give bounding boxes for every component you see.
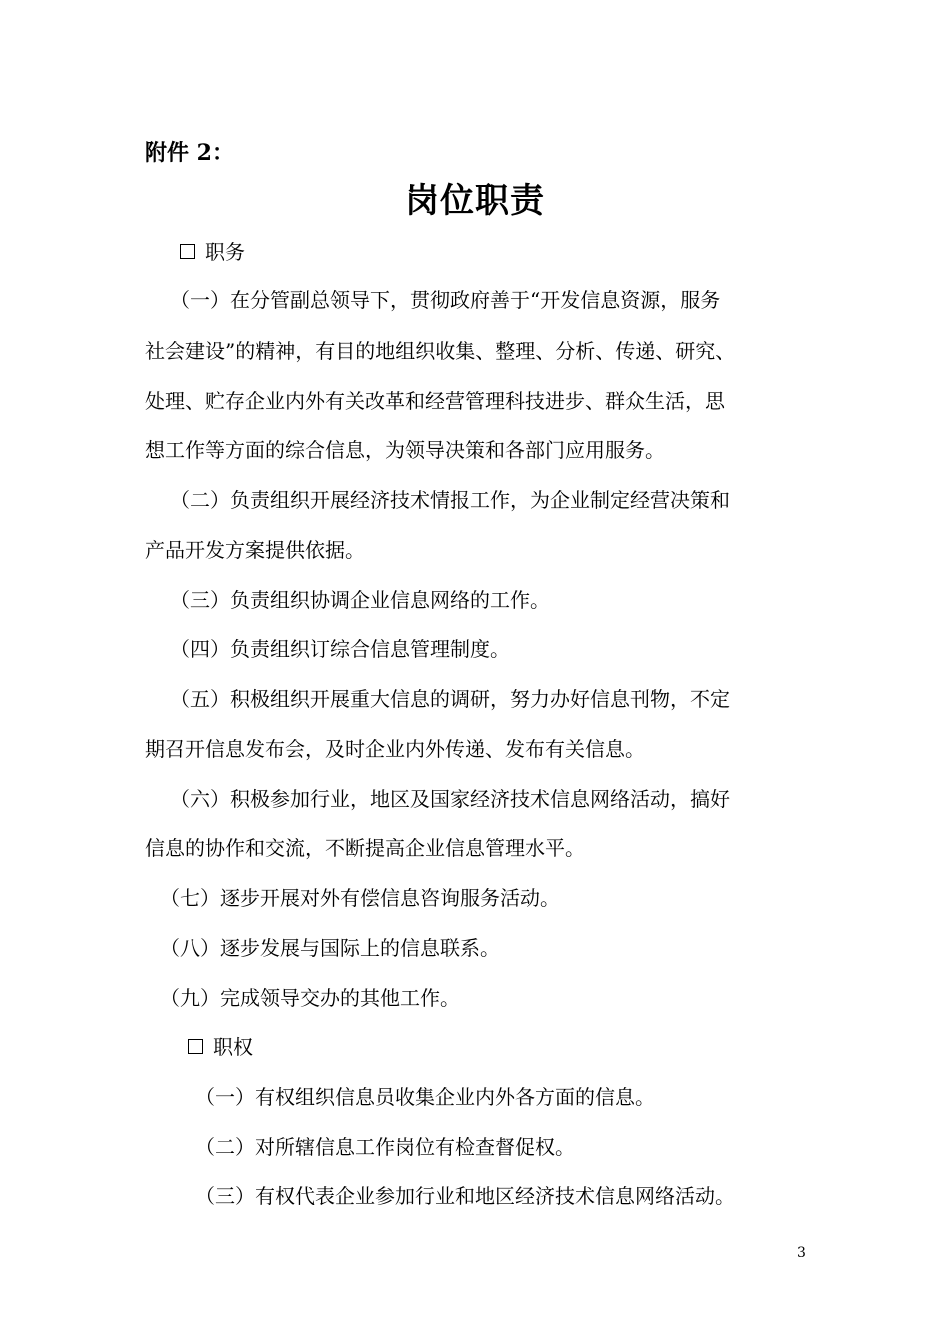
duty-8-line-1: （八）逐步发展与国际上的信息联系。 [160, 936, 500, 960]
power-2-line-1: （二）对所辖信息工作岗位有检查督促权。 [195, 1135, 575, 1159]
duty-7-line-1: （七）逐步开展对外有偿信息咨询服务活动。 [160, 886, 560, 910]
duty-2-line-2: 产品开发方案提供依据。 [145, 538, 365, 562]
attachment-label: 附件 2： [145, 140, 234, 166]
duties-heading [180, 237, 245, 267]
powers-heading-label: 职权 [213, 1035, 253, 1059]
page-title: 岗位职责 [405, 181, 545, 221]
duty-4-line-1: （四）负责组织订综合信息管理制度。 [170, 637, 510, 661]
duty-1-line-1: （一）在分管副总领导下，贯彻政府善于“开发信息资源，服务 [170, 288, 721, 312]
power-3-line-1: （三）有权代表企业参加行业和地区经济技术信息网络活动。 [195, 1184, 735, 1208]
duty-3-line-1: （三）负责组织协调企业信息网络的工作。 [170, 588, 550, 612]
duty-1-line-3: 处理、贮存企业内外有关改革和经营管理科技进步、群众生活，思 [145, 389, 725, 413]
duty-5-line-2: 期召开信息发布会，及时企业内外传递、发布有关信息。 [145, 737, 645, 761]
checkbox-square-icon [180, 244, 195, 259]
duty-6-line-2: 信息的协作和交流，不断提高企业信息管理水平。 [145, 836, 585, 860]
duty-2-line-1: （二）负责组织开展经济技术情报工作，为企业制定经营决策和 [170, 488, 730, 512]
duty-1-line-2: 社会建设”的精神，有目的地组织收集、整理、分析、传递、研究、 [145, 339, 736, 363]
checkbox-square-icon [188, 1039, 203, 1054]
duties-heading-label: 职务 [205, 240, 245, 264]
page-number: 3 [797, 1245, 806, 1261]
duty-1-line-4: 想工作等方面的综合信息，为领导决策和各部门应用服务。 [145, 438, 665, 462]
duty-5-line-1: （五）积极组织开展重大信息的调研，努力办好信息刊物，不定 [170, 687, 730, 711]
power-1-line-1: （一）有权组织信息员收集企业内外各方面的信息。 [195, 1085, 655, 1109]
duty-6-line-1: （六）积极参加行业，地区及国家经济技术信息网络活动，搞好 [170, 787, 730, 811]
powers-heading [188, 1032, 253, 1062]
duty-9-line-1: （九）完成领导交办的其他工作。 [160, 986, 460, 1010]
